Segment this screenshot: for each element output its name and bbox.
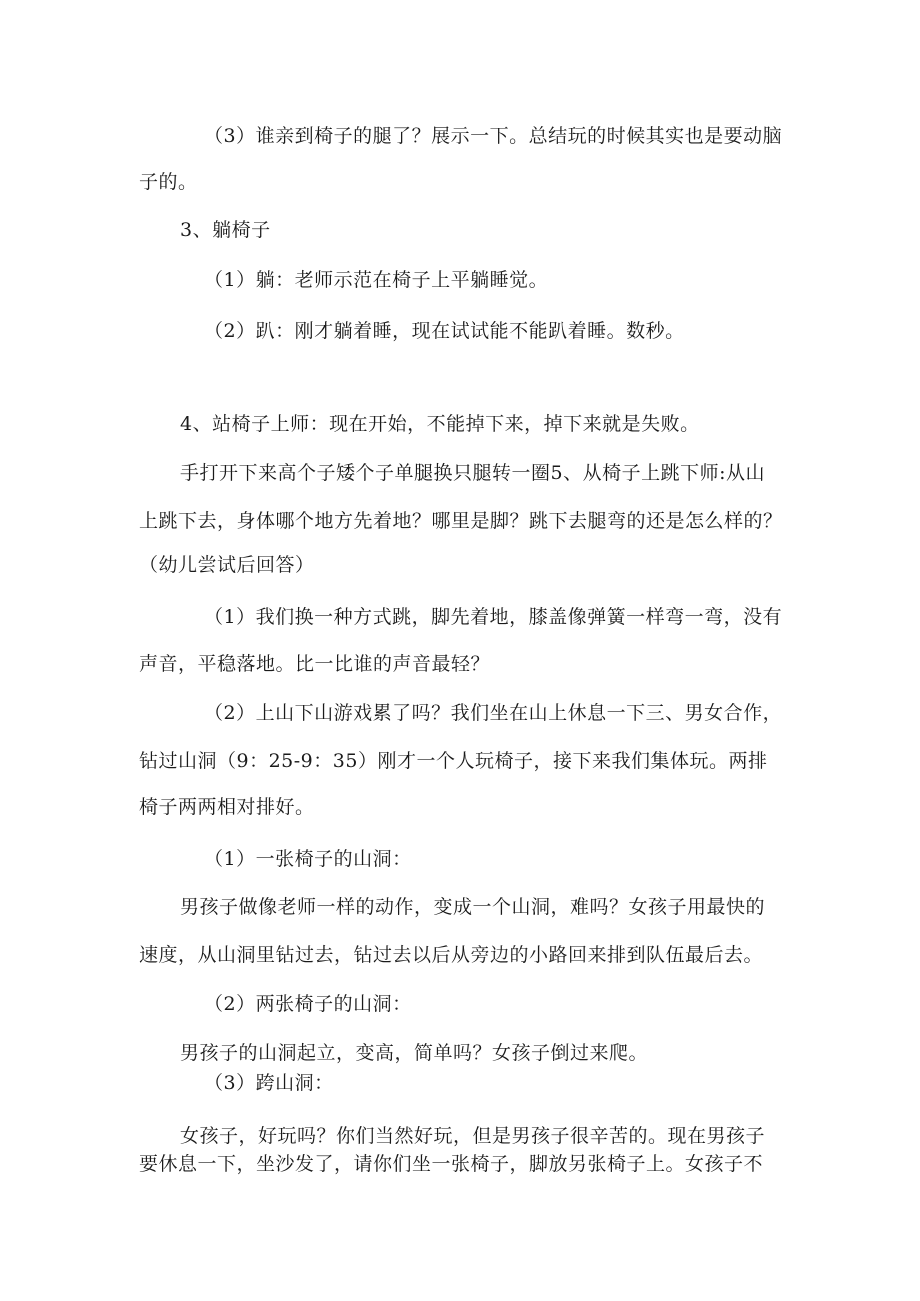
text-line-9: （幼儿尝试后回答）: [139, 554, 315, 576]
text-line-11: 声音，平稳落地。比一比谁的声音最轻？: [139, 653, 491, 675]
text-line-5: （2）趴：刚才躺着睡，现在试试能不能趴着睡。数秒。: [204, 320, 685, 342]
text-line-6: 4、站椅子上师：现在开始，不能掉下来，掉下来就是失败。: [180, 413, 700, 435]
text-line-1: （3）谁亲到椅子的腿了？展示一下。总结玩的时候其实也是要动脑: [204, 125, 783, 147]
text-line-8: 上跳下去，身体哪个地方先着地？哪里是脚？跳下去腿弯的还是怎么样的？: [139, 510, 783, 532]
text-line-7: 手打开下来高个子矮个子单腿换只腿转一圈5、从椅子上跳下师:从山: [180, 462, 765, 484]
text-line-19: 男孩子的山洞起立，变高，简单吗？女孩子倒过来爬。: [180, 1042, 649, 1064]
text-line-12: （2）上山下山游戏累了吗？我们坐在山上休息一下三、男女合作，: [204, 702, 783, 724]
text-line-4: （1）躺：老师示范在椅子上平躺睡觉。: [204, 269, 549, 291]
text-line-3: 3、躺椅子: [180, 219, 271, 241]
text-line-16: 男孩子做像老师一样的动作，变成一个山洞，难吗？女孩子用最快的: [180, 896, 766, 918]
text-line-15: （1）一张椅子的山洞：: [204, 848, 412, 870]
text-line-22: 要休息一下，坐沙发了，请你们坐一张椅子，脚放另张椅子上。女孩子不: [139, 1153, 764, 1175]
text-line-2: 子的。: [139, 171, 198, 193]
text-line-10: （1）我们换一种方式跳，脚先着地，膝盖像弹簧一样弯一弯，没有: [204, 606, 783, 628]
text-line-20: （3）跨山洞：: [204, 1072, 334, 1094]
text-line-13: 钻过山洞（9：25-9：35）刚才一个人玩椅子，接下来我们集体玩。两排: [139, 750, 768, 772]
text-line-17: 速度，从山洞里钻过去，钻过去以后从旁边的小路回来排到队伍最后去。: [139, 944, 764, 966]
text-line-21: 女孩子，好玩吗？你们当然好玩，但是男孩子很辛苦的。现在男孩子: [180, 1125, 766, 1147]
text-line-18: （2）两张椅子的山洞：: [204, 993, 412, 1015]
text-line-14: 椅子两两相对排好。: [139, 796, 315, 818]
